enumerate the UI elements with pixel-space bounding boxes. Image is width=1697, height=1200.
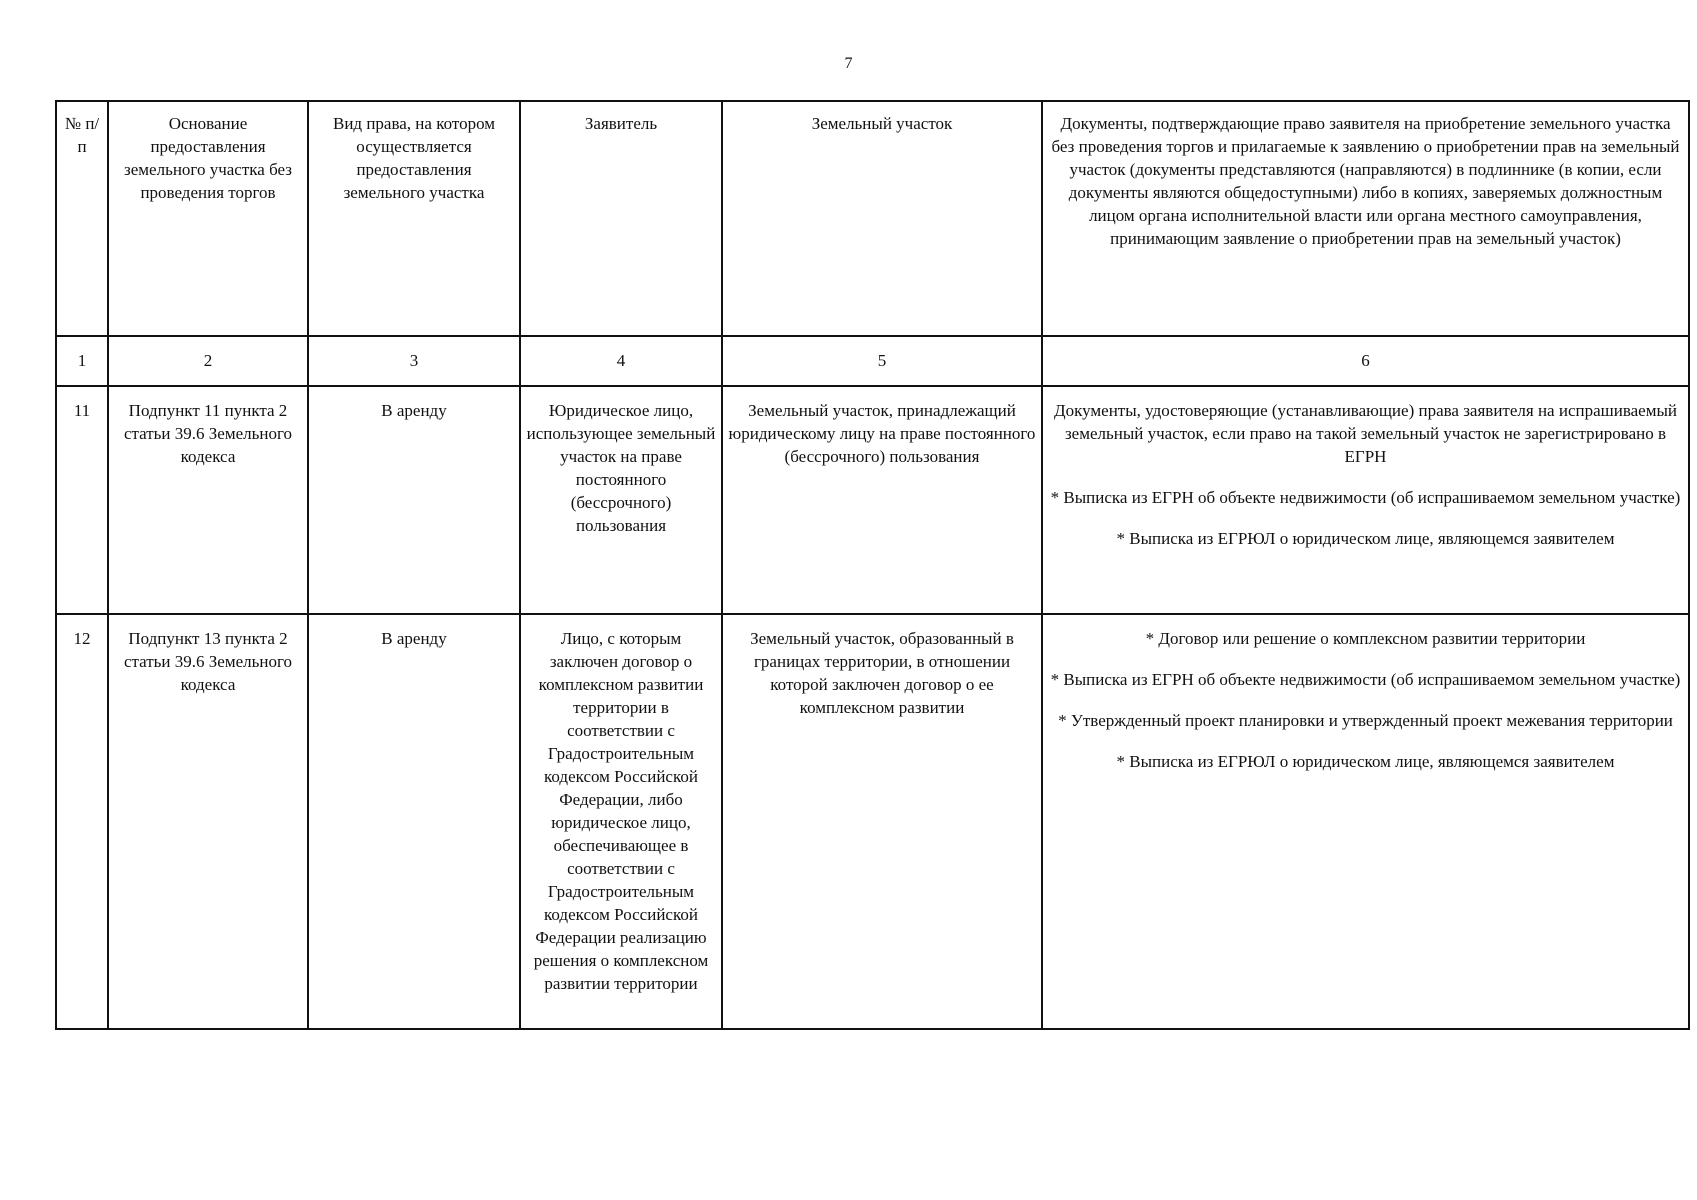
column-number: 2 xyxy=(108,336,308,386)
row-right-type: В аренду xyxy=(308,386,520,614)
land-documents-table xyxy=(55,100,1690,1030)
header-applicant: Заявитель xyxy=(520,101,722,336)
document-item: * Выписка из ЕГРН об объекте недвижимости (об испрашиваемом земельном участке) xyxy=(1050,488,1681,507)
column-number: 1 xyxy=(56,336,108,386)
document-item: Документы, удостоверяющие (устанавливающие) права заявителя на испрашиваемый земельный участок, если право на такой земельный участок не зарегистрировано в ЕГРН xyxy=(1054,401,1677,466)
row-applicant: Юридическое лицо, использующее земельный участок на праве постоянного (бессрочного) пользования xyxy=(520,386,722,614)
document-item: * Выписка из ЕГРН об объекте недвижимости (об испрашиваемом земельном участке) xyxy=(1050,670,1681,689)
header-land-plot: Земельный участок xyxy=(722,101,1042,336)
table-header-row xyxy=(56,101,1689,336)
row-land-plot: Земельный участок, образованный в границах территории, в отношении которой заключен договор о ее комплексном развитии xyxy=(722,614,1042,1029)
column-number: 4 xyxy=(520,336,722,386)
header-basis: Основание предоставления земельного участка без проведения торгов xyxy=(108,101,308,336)
table-row xyxy=(56,614,1689,1029)
row-basis: Подпункт 13 пункта 2 статьи 39.6 Земельного кодекса xyxy=(108,614,308,1029)
page-number: 7 xyxy=(844,55,853,72)
header-documents: Документы, подтверждающие право заявителя на приобретение земельного участка без проведения торгов и прилагаемые к заявлению о приобретении прав на земельный участок (документы представляются (направляются) в подлиннике (в копии, если документы являются общедоступными) либо в копиях, заверяемых должностным лицом органа исполнительной власти или органа местного самоуправления, принимающим заявление о приобретении прав на земельный участок) xyxy=(1042,101,1689,336)
column-number: 3 xyxy=(308,336,520,386)
row-documents xyxy=(1042,614,1689,1029)
row-number: 12 xyxy=(56,614,108,1029)
column-number: 6 xyxy=(1042,336,1689,386)
document-item: * Договор или решение о комплексном развитии территории xyxy=(1145,629,1586,648)
row-land-plot: Земельный участок, принадлежащий юридическому лицу на праве постоянного (бессрочного) пользования xyxy=(722,386,1042,614)
document-item: * Выписка из ЕГРЮЛ о юридическом лице, являющемся заявителем xyxy=(1116,529,1615,548)
row-basis: Подпункт 11 пункта 2 статьи 39.6 Земельного кодекса xyxy=(108,386,308,614)
document-item: * Утвержденный проект планировки и утвержденный проект межевания территории xyxy=(1058,711,1673,730)
table-row xyxy=(56,386,1689,614)
row-applicant: Лицо, с которым заключен договор о комплексном развитии территории в соответствии с Градостроительным кодексом Российской Федерации, либо юридическое лицо, обеспечивающее в соответствии с Градостроительным кодексом Российской Федерации реализацию решения о комплексном развитии территории xyxy=(520,614,722,1029)
row-right-type: В аренду xyxy=(308,614,520,1029)
row-documents xyxy=(1042,386,1689,614)
column-number: 5 xyxy=(722,336,1042,386)
column-number-row xyxy=(56,336,1689,386)
row-number: 11 xyxy=(56,386,108,614)
header-number: № п/п xyxy=(56,101,108,336)
header-right-type: Вид права, на котором осуществляется предоставления земельного участка xyxy=(308,101,520,336)
document-item: * Выписка из ЕГРЮЛ о юридическом лице, являющемся заявителем xyxy=(1116,752,1615,771)
